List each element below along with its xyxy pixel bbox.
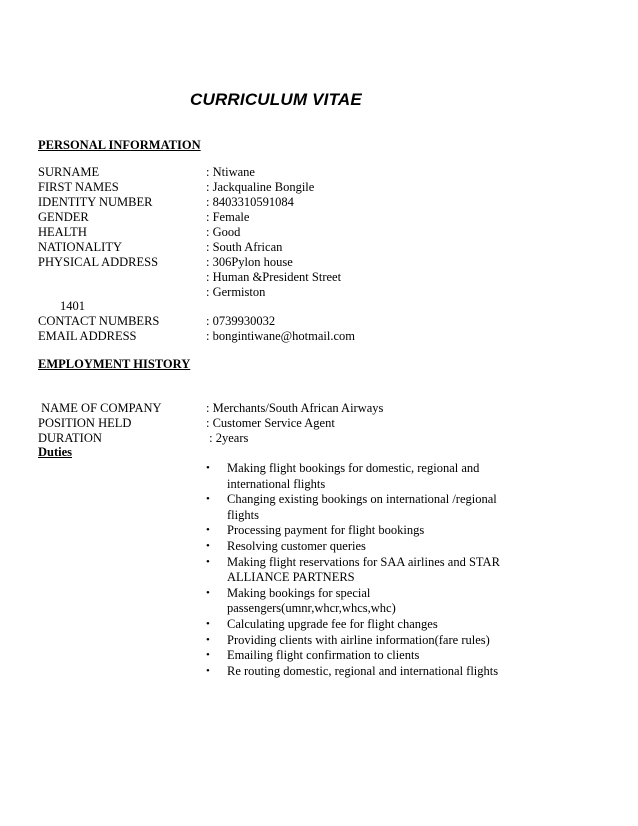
address-line-3: : Germiston [206,285,266,299]
personal-information-heading: PERSONAL INFORMATION [38,138,201,152]
bullet-icon: • [206,493,210,506]
duties-list [206,461,526,679]
duty-text: Re routing domestic, regional and international flights [227,663,499,678]
duty-item [206,461,526,492]
field-value: : Merchants/South African Airways [206,401,384,415]
email-address-row [38,329,598,344]
duty-text: Resolving customer queries [227,538,366,553]
field-label: EMAIL ADDRESS [38,329,137,343]
field-value: : South African [206,240,283,254]
bullet-icon: • [206,462,210,474]
duty-text: Providing clients with airline information(fare rules) [227,632,490,647]
first-names-row [38,180,598,195]
field-value: : Customer Service Agent [206,416,335,430]
nationality-row [38,240,598,255]
duties-heading: Duties [38,445,73,459]
duty-item [206,664,526,680]
duty-item [206,586,526,617]
gender-row [38,210,598,225]
field-label: DURATION [38,431,102,445]
duty-item [206,492,526,523]
duty-text: Emailing flight confirmation to clients [227,648,420,663]
field-value: : Jackqualine Bongile [206,180,315,194]
duty-text: Making flight reservations for SAA airlines and STAR ALLIANCE PARTNERS [227,554,500,585]
duty-text: Processing payment for flight bookings [227,523,425,538]
field-label: SURNAME [38,165,100,179]
duty-item [206,617,526,633]
field-value: : 0739930032 [206,314,276,328]
duty-text: Making bookings for special passengers(umnr,whcr,whcs,whc) [227,585,396,616]
identity-number-row [38,195,598,210]
postal-code: 1401 [60,299,85,313]
contact-numbers-row [38,314,598,329]
duty-item [206,539,526,555]
field-label: PHYSICAL ADDRESS [38,255,159,269]
field-value: : Good [206,225,241,239]
field-label: GENDER [38,210,89,224]
bullet-icon: • [206,555,210,568]
bullet-icon: • [206,617,210,630]
duty-item [206,648,526,664]
field-value: : 306Pylon house [206,255,293,269]
duty-item [206,523,526,539]
duty-item [206,633,526,649]
field-label: FIRST NAMES [38,180,119,194]
health-row [38,225,598,240]
field-label: POSITION HELD [38,416,132,430]
duty-text: Making flight bookings for domestic, regional and international flights [227,461,480,491]
physical-address-row [38,255,598,270]
bullet-icon: • [206,524,210,537]
bullet-icon: • [206,633,210,646]
field-value: : Female [206,210,250,224]
bullet-icon: • [206,586,210,599]
bullet-icon: • [206,649,210,662]
duty-text: Calculating upgrade fee for flight changes [227,616,438,631]
surname-row [38,165,598,180]
field-value: : 8403310591084 [206,195,294,209]
field-value: : 2years [206,431,249,445]
field-label: IDENTITY NUMBER [38,195,153,209]
document-title: CURRICULUM VITAE [190,90,362,109]
field-label: CONTACT NUMBERS [38,314,160,328]
employment-history-heading: EMPLOYMENT HISTORY [38,357,191,371]
company-name-row [38,401,598,416]
bullet-icon: • [206,664,210,677]
duty-text: Changing existing bookings on international /regional flights [227,492,497,522]
position-held-row [38,416,598,431]
field-label: NATIONALITY [38,240,123,254]
address-line-2: : Human &President Street [206,270,342,284]
field-label: NAME OF COMPANY [38,401,162,415]
field-label: HEALTH [38,225,87,239]
field-value: : bongintiwane@hotmail.com [206,329,355,343]
field-value: : Ntiwane [206,165,255,179]
bullet-icon: • [206,539,210,552]
duty-item [206,555,526,586]
duration-row [38,431,598,446]
